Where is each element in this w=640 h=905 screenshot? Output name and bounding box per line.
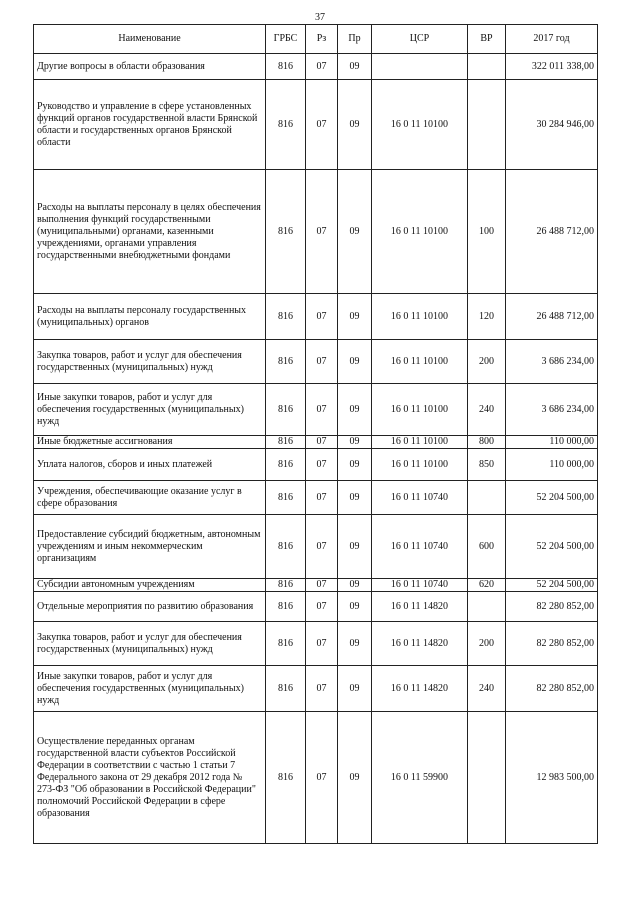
- row-amount: 82 280 852,00: [506, 622, 598, 666]
- row-csr: 16 0 11 10100: [372, 436, 468, 449]
- page-number: 37: [315, 12, 325, 23]
- row-pr: 09: [338, 622, 372, 666]
- row-vr: 800: [468, 436, 506, 449]
- row-vr: [468, 592, 506, 622]
- row-amount: 26 488 712,00: [506, 170, 598, 294]
- row-name: Иные бюджетные ассигнования: [34, 436, 266, 449]
- row-grbs: 816: [266, 712, 306, 844]
- header-grbs: ГРБС: [266, 25, 306, 54]
- row-name: Расходы на выплаты персоналу государственных (муниципальных) органов: [34, 294, 266, 340]
- row-pr: 09: [338, 170, 372, 294]
- row-vr: 850: [468, 449, 506, 481]
- row-grbs: 816: [266, 622, 306, 666]
- row-amount: 30 284 946,00: [506, 80, 598, 170]
- row-rz: 07: [306, 170, 338, 294]
- row-name: Расходы на выплаты персоналу в целях обеспечения выполнения функций государственными (муниципальными) органами, казенными учреждениями, органами управления государственными внебюджетными фондами: [34, 170, 266, 294]
- row-pr: 09: [338, 294, 372, 340]
- row-grbs: 816: [266, 592, 306, 622]
- row-pr: 09: [338, 666, 372, 712]
- row-amount: 322 011 338,00: [506, 54, 598, 80]
- row-csr: [372, 54, 468, 80]
- row-amount: 52 204 500,00: [506, 515, 598, 579]
- row-grbs: 816: [266, 449, 306, 481]
- row-amount: 82 280 852,00: [506, 666, 598, 712]
- row-name: Осуществление переданных органам государственной власти субъектов Российской Федерации в соответствии с частью 1 статьи 7 Федерального закона от 29 декабря 2012 года № 273-ФЗ "Об образовании в Российской Федерации" полномочий Российской Федерации в сфере образования: [34, 712, 266, 844]
- row-grbs: 816: [266, 579, 306, 592]
- row-csr: 16 0 11 10100: [372, 384, 468, 436]
- table-body: [34, 54, 598, 844]
- row-csr: 16 0 11 10740: [372, 481, 468, 515]
- row-pr: 09: [338, 712, 372, 844]
- table-row: [34, 80, 598, 170]
- table-row: [34, 592, 598, 622]
- row-vr: 200: [468, 340, 506, 384]
- row-grbs: 816: [266, 294, 306, 340]
- header-csr: ЦСР: [372, 25, 468, 54]
- row-name: Закупка товаров, работ и услуг для обеспечения государственных (муниципальных) нужд: [34, 340, 266, 384]
- row-pr: 09: [338, 80, 372, 170]
- row-name: Уплата налогов, сборов и иных платежей: [34, 449, 266, 481]
- table-row: [34, 54, 598, 80]
- row-vr: 120: [468, 294, 506, 340]
- row-name: Иные закупки товаров, работ и услуг для обеспечения государственных (муниципальных) нужд: [34, 384, 266, 436]
- row-rz: 07: [306, 384, 338, 436]
- row-amount: 110 000,00: [506, 449, 598, 481]
- row-name: Предоставление субсидий бюджетным, автономным учреждениям и иным некоммерческим организациям: [34, 515, 266, 579]
- row-csr: 16 0 11 14820: [372, 666, 468, 712]
- row-pr: 09: [338, 515, 372, 579]
- row-csr: 16 0 11 10740: [372, 579, 468, 592]
- table-row: [34, 622, 598, 666]
- row-csr: 16 0 11 10100: [372, 449, 468, 481]
- table-row: [34, 294, 598, 340]
- table-row: [34, 666, 598, 712]
- row-pr: 09: [338, 449, 372, 481]
- row-rz: 07: [306, 592, 338, 622]
- row-grbs: 816: [266, 436, 306, 449]
- row-grbs: 816: [266, 515, 306, 579]
- row-csr: 16 0 11 10100: [372, 80, 468, 170]
- row-vr: 100: [468, 170, 506, 294]
- row-csr: 16 0 11 59900: [372, 712, 468, 844]
- row-vr: [468, 54, 506, 80]
- row-rz: 07: [306, 80, 338, 170]
- row-vr: 240: [468, 384, 506, 436]
- row-vr: 620: [468, 579, 506, 592]
- row-amount: 52 204 500,00: [506, 481, 598, 515]
- row-rz: 07: [306, 449, 338, 481]
- table-row: [34, 515, 598, 579]
- row-vr: 240: [468, 666, 506, 712]
- row-csr: 16 0 11 10100: [372, 294, 468, 340]
- row-amount: 26 488 712,00: [506, 294, 598, 340]
- row-grbs: 816: [266, 340, 306, 384]
- row-csr: 16 0 11 14820: [372, 622, 468, 666]
- row-amount: 110 000,00: [506, 436, 598, 449]
- row-vr: [468, 712, 506, 844]
- header-rz: Рз: [306, 25, 338, 54]
- row-grbs: 816: [266, 666, 306, 712]
- table-row: [34, 712, 598, 844]
- row-grbs: 816: [266, 384, 306, 436]
- row-name: Отдельные мероприятия по развитию образования: [34, 592, 266, 622]
- row-rz: 07: [306, 54, 338, 80]
- budget-table: [33, 24, 598, 844]
- row-pr: 09: [338, 54, 372, 80]
- table-row: [34, 384, 598, 436]
- row-name: Субсидии автономным учреждениям: [34, 579, 266, 592]
- row-amount: 82 280 852,00: [506, 592, 598, 622]
- row-rz: 07: [306, 579, 338, 592]
- row-name: Учреждения, обеспечивающие оказание услуг в сфере образования: [34, 481, 266, 515]
- row-grbs: 816: [266, 481, 306, 515]
- row-csr: 16 0 11 14820: [372, 592, 468, 622]
- header-year: 2017 год: [506, 25, 598, 54]
- row-rz: 07: [306, 481, 338, 515]
- table-row: [34, 449, 598, 481]
- row-amount: 52 204 500,00: [506, 579, 598, 592]
- row-grbs: 816: [266, 80, 306, 170]
- row-csr: 16 0 11 10100: [372, 340, 468, 384]
- row-name: Другие вопросы в области образования: [34, 54, 266, 80]
- table-row: [34, 579, 598, 592]
- row-pr: 09: [338, 579, 372, 592]
- row-rz: 07: [306, 622, 338, 666]
- row-vr: 200: [468, 622, 506, 666]
- header-pr: Пр: [338, 25, 372, 54]
- table-row: [34, 481, 598, 515]
- row-rz: 07: [306, 666, 338, 712]
- header-name: Наименование: [34, 25, 266, 54]
- row-rz: 07: [306, 515, 338, 579]
- row-name: Закупка товаров, работ и услуг для обеспечения государственных (муниципальных) нужд: [34, 622, 266, 666]
- row-rz: 07: [306, 340, 338, 384]
- row-name: Иные закупки товаров, работ и услуг для обеспечения государственных (муниципальных) нужд: [34, 666, 266, 712]
- table-header-row: [34, 25, 598, 54]
- row-vr: [468, 481, 506, 515]
- row-pr: 09: [338, 592, 372, 622]
- table-row: [34, 170, 598, 294]
- header-vr: ВР: [468, 25, 506, 54]
- row-vr: [468, 80, 506, 170]
- row-pr: 09: [338, 481, 372, 515]
- row-amount: 12 983 500,00: [506, 712, 598, 844]
- row-pr: 09: [338, 384, 372, 436]
- row-rz: 07: [306, 436, 338, 449]
- row-pr: 09: [338, 340, 372, 384]
- row-amount: 3 686 234,00: [506, 384, 598, 436]
- row-csr: 16 0 11 10740: [372, 515, 468, 579]
- row-csr: 16 0 11 10100: [372, 170, 468, 294]
- table-row: [34, 340, 598, 384]
- row-amount: 3 686 234,00: [506, 340, 598, 384]
- row-rz: 07: [306, 712, 338, 844]
- table-row: [34, 436, 598, 449]
- row-rz: 07: [306, 294, 338, 340]
- row-name: Руководство и управление в сфере установленных функций органов государственной власти Брянской области и государственных органов Брянской области: [34, 80, 266, 170]
- row-grbs: 816: [266, 170, 306, 294]
- row-pr: 09: [338, 436, 372, 449]
- row-grbs: 816: [266, 54, 306, 80]
- row-vr: 600: [468, 515, 506, 579]
